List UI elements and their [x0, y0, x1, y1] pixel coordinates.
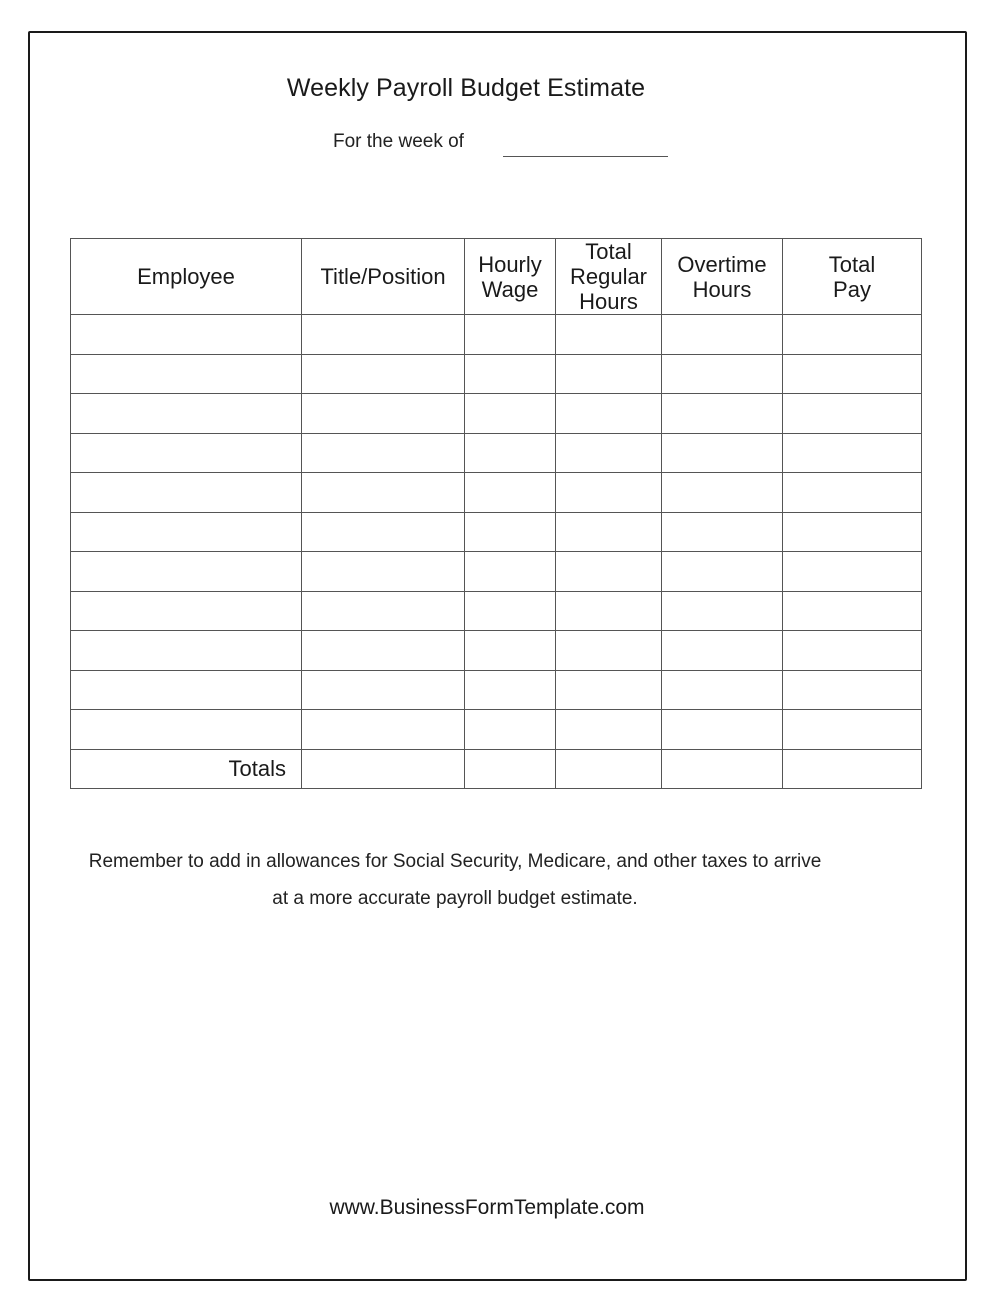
overtime-hours-cell[interactable]	[662, 552, 783, 592]
totals-row	[71, 749, 922, 789]
table-row	[71, 354, 922, 394]
overtime-hours-cell[interactable]	[662, 315, 783, 355]
regular-hours-cell[interactable]	[556, 315, 662, 355]
employee-cell[interactable]	[71, 433, 302, 473]
total-pay-cell[interactable]	[783, 473, 922, 513]
title-position-cell[interactable]	[302, 394, 465, 434]
hourly-wage-cell[interactable]	[465, 354, 556, 394]
employee-cell[interactable]	[71, 591, 302, 631]
regular-hours-cell[interactable]	[556, 354, 662, 394]
employee-cell[interactable]	[71, 512, 302, 552]
hourly-wage-cell[interactable]	[465, 315, 556, 355]
total-pay-cell[interactable]	[783, 591, 922, 631]
employee-cell[interactable]	[71, 631, 302, 671]
regular-hours-cell[interactable]	[556, 512, 662, 552]
hourly-wage-cell[interactable]	[465, 433, 556, 473]
taxes-reminder-note	[60, 843, 850, 917]
overtime-hours-cell[interactable]	[662, 473, 783, 513]
regular-hours-cell[interactable]	[556, 552, 662, 592]
payroll-table	[70, 238, 922, 789]
employee-cell[interactable]	[71, 315, 302, 355]
regular-hours-cell[interactable]	[556, 631, 662, 671]
regular-hours-cell[interactable]	[556, 710, 662, 750]
employee-cell[interactable]	[71, 354, 302, 394]
title-position-cell[interactable]	[302, 354, 465, 394]
total-pay-cell[interactable]	[783, 512, 922, 552]
employee-cell[interactable]	[71, 710, 302, 750]
overtime-hours-cell[interactable]	[662, 710, 783, 750]
title-position-cell[interactable]	[302, 631, 465, 671]
column-header-total-regular-hours: Total Regular Hours	[556, 239, 662, 315]
table-row	[71, 710, 922, 750]
hourly-wage-cell[interactable]	[465, 512, 556, 552]
total-pay-cell[interactable]	[783, 749, 922, 789]
table-row	[71, 473, 922, 513]
note-line-1: Remember to add in allowances for Social Security, Medicare, and other taxes to arrive	[88, 851, 822, 872]
total-pay-cell[interactable]	[783, 433, 922, 473]
note-line-2: at a more accurate payroll budget estimate.	[272, 888, 638, 909]
column-header-employee: Employee	[71, 239, 302, 315]
hourly-wage-cell[interactable]	[465, 670, 556, 710]
total-pay-cell[interactable]	[783, 315, 922, 355]
table-row	[71, 552, 922, 592]
overtime-hours-cell[interactable]	[662, 512, 783, 552]
total-pay-cell[interactable]	[783, 552, 922, 592]
employee-cell[interactable]	[71, 670, 302, 710]
regular-hours-cell[interactable]	[556, 473, 662, 513]
total-pay-cell[interactable]	[783, 354, 922, 394]
footer-url: www.BusinessFormTemplate.com	[329, 1196, 645, 1219]
column-header-overtime-hours: Overtime Hours	[662, 239, 783, 315]
title-position-cell[interactable]	[302, 512, 465, 552]
employee-cell[interactable]	[71, 394, 302, 434]
regular-hours-cell[interactable]	[556, 670, 662, 710]
overtime-hours-cell[interactable]	[662, 670, 783, 710]
title-position-cell[interactable]	[302, 552, 465, 592]
title-position-cell[interactable]	[302, 591, 465, 631]
hourly-wage-cell[interactable]	[465, 631, 556, 671]
column-header-hourly-wage: Hourly Wage	[465, 239, 556, 315]
overtime-hours-cell[interactable]	[662, 394, 783, 434]
hourly-wage-cell[interactable]	[465, 591, 556, 631]
regular-hours-cell[interactable]	[556, 433, 662, 473]
hourly-wage-cell[interactable]	[465, 394, 556, 434]
regular-hours-cell[interactable]	[556, 591, 662, 631]
total-pay-cell[interactable]	[783, 710, 922, 750]
overtime-hours-cell[interactable]	[662, 433, 783, 473]
total-title-position-cell[interactable]	[302, 749, 465, 789]
title-position-cell[interactable]	[302, 315, 465, 355]
employee-cell[interactable]	[71, 552, 302, 592]
week-of-field[interactable]	[503, 156, 668, 157]
total-pay-cell[interactable]	[783, 670, 922, 710]
table-row	[71, 512, 922, 552]
totals-label: Totals	[71, 749, 302, 789]
table-row	[71, 631, 922, 671]
overtime-hours-cell[interactable]	[662, 354, 783, 394]
table-row	[71, 394, 922, 434]
total-pay-cell[interactable]	[783, 631, 922, 671]
table-row	[71, 670, 922, 710]
table-row	[71, 315, 922, 355]
hourly-wage-cell[interactable]	[465, 473, 556, 513]
table-header-row	[71, 239, 922, 315]
column-header-title-position: Title/Position	[302, 239, 465, 315]
overtime-hours-cell[interactable]	[662, 631, 783, 671]
title-position-cell[interactable]	[302, 473, 465, 513]
total-hourly-wage-cell[interactable]	[465, 749, 556, 789]
title-position-cell[interactable]	[302, 710, 465, 750]
week-of-label: For the week of	[333, 131, 464, 152]
form-title: Weekly Payroll Budget Estimate	[286, 74, 646, 102]
regular-hours-cell[interactable]	[556, 394, 662, 434]
total-pay-cell[interactable]	[783, 394, 922, 434]
table-row	[71, 591, 922, 631]
hourly-wage-cell[interactable]	[465, 552, 556, 592]
hourly-wage-cell[interactable]	[465, 710, 556, 750]
column-header-total-pay: Total Pay	[783, 239, 922, 315]
total-overtime-hours-cell[interactable]	[662, 749, 783, 789]
table-body	[71, 315, 922, 750]
title-position-cell[interactable]	[302, 670, 465, 710]
overtime-hours-cell[interactable]	[662, 591, 783, 631]
table-row	[71, 433, 922, 473]
employee-cell[interactable]	[71, 473, 302, 513]
title-position-cell[interactable]	[302, 433, 465, 473]
total-regular-hours-cell[interactable]	[556, 749, 662, 789]
